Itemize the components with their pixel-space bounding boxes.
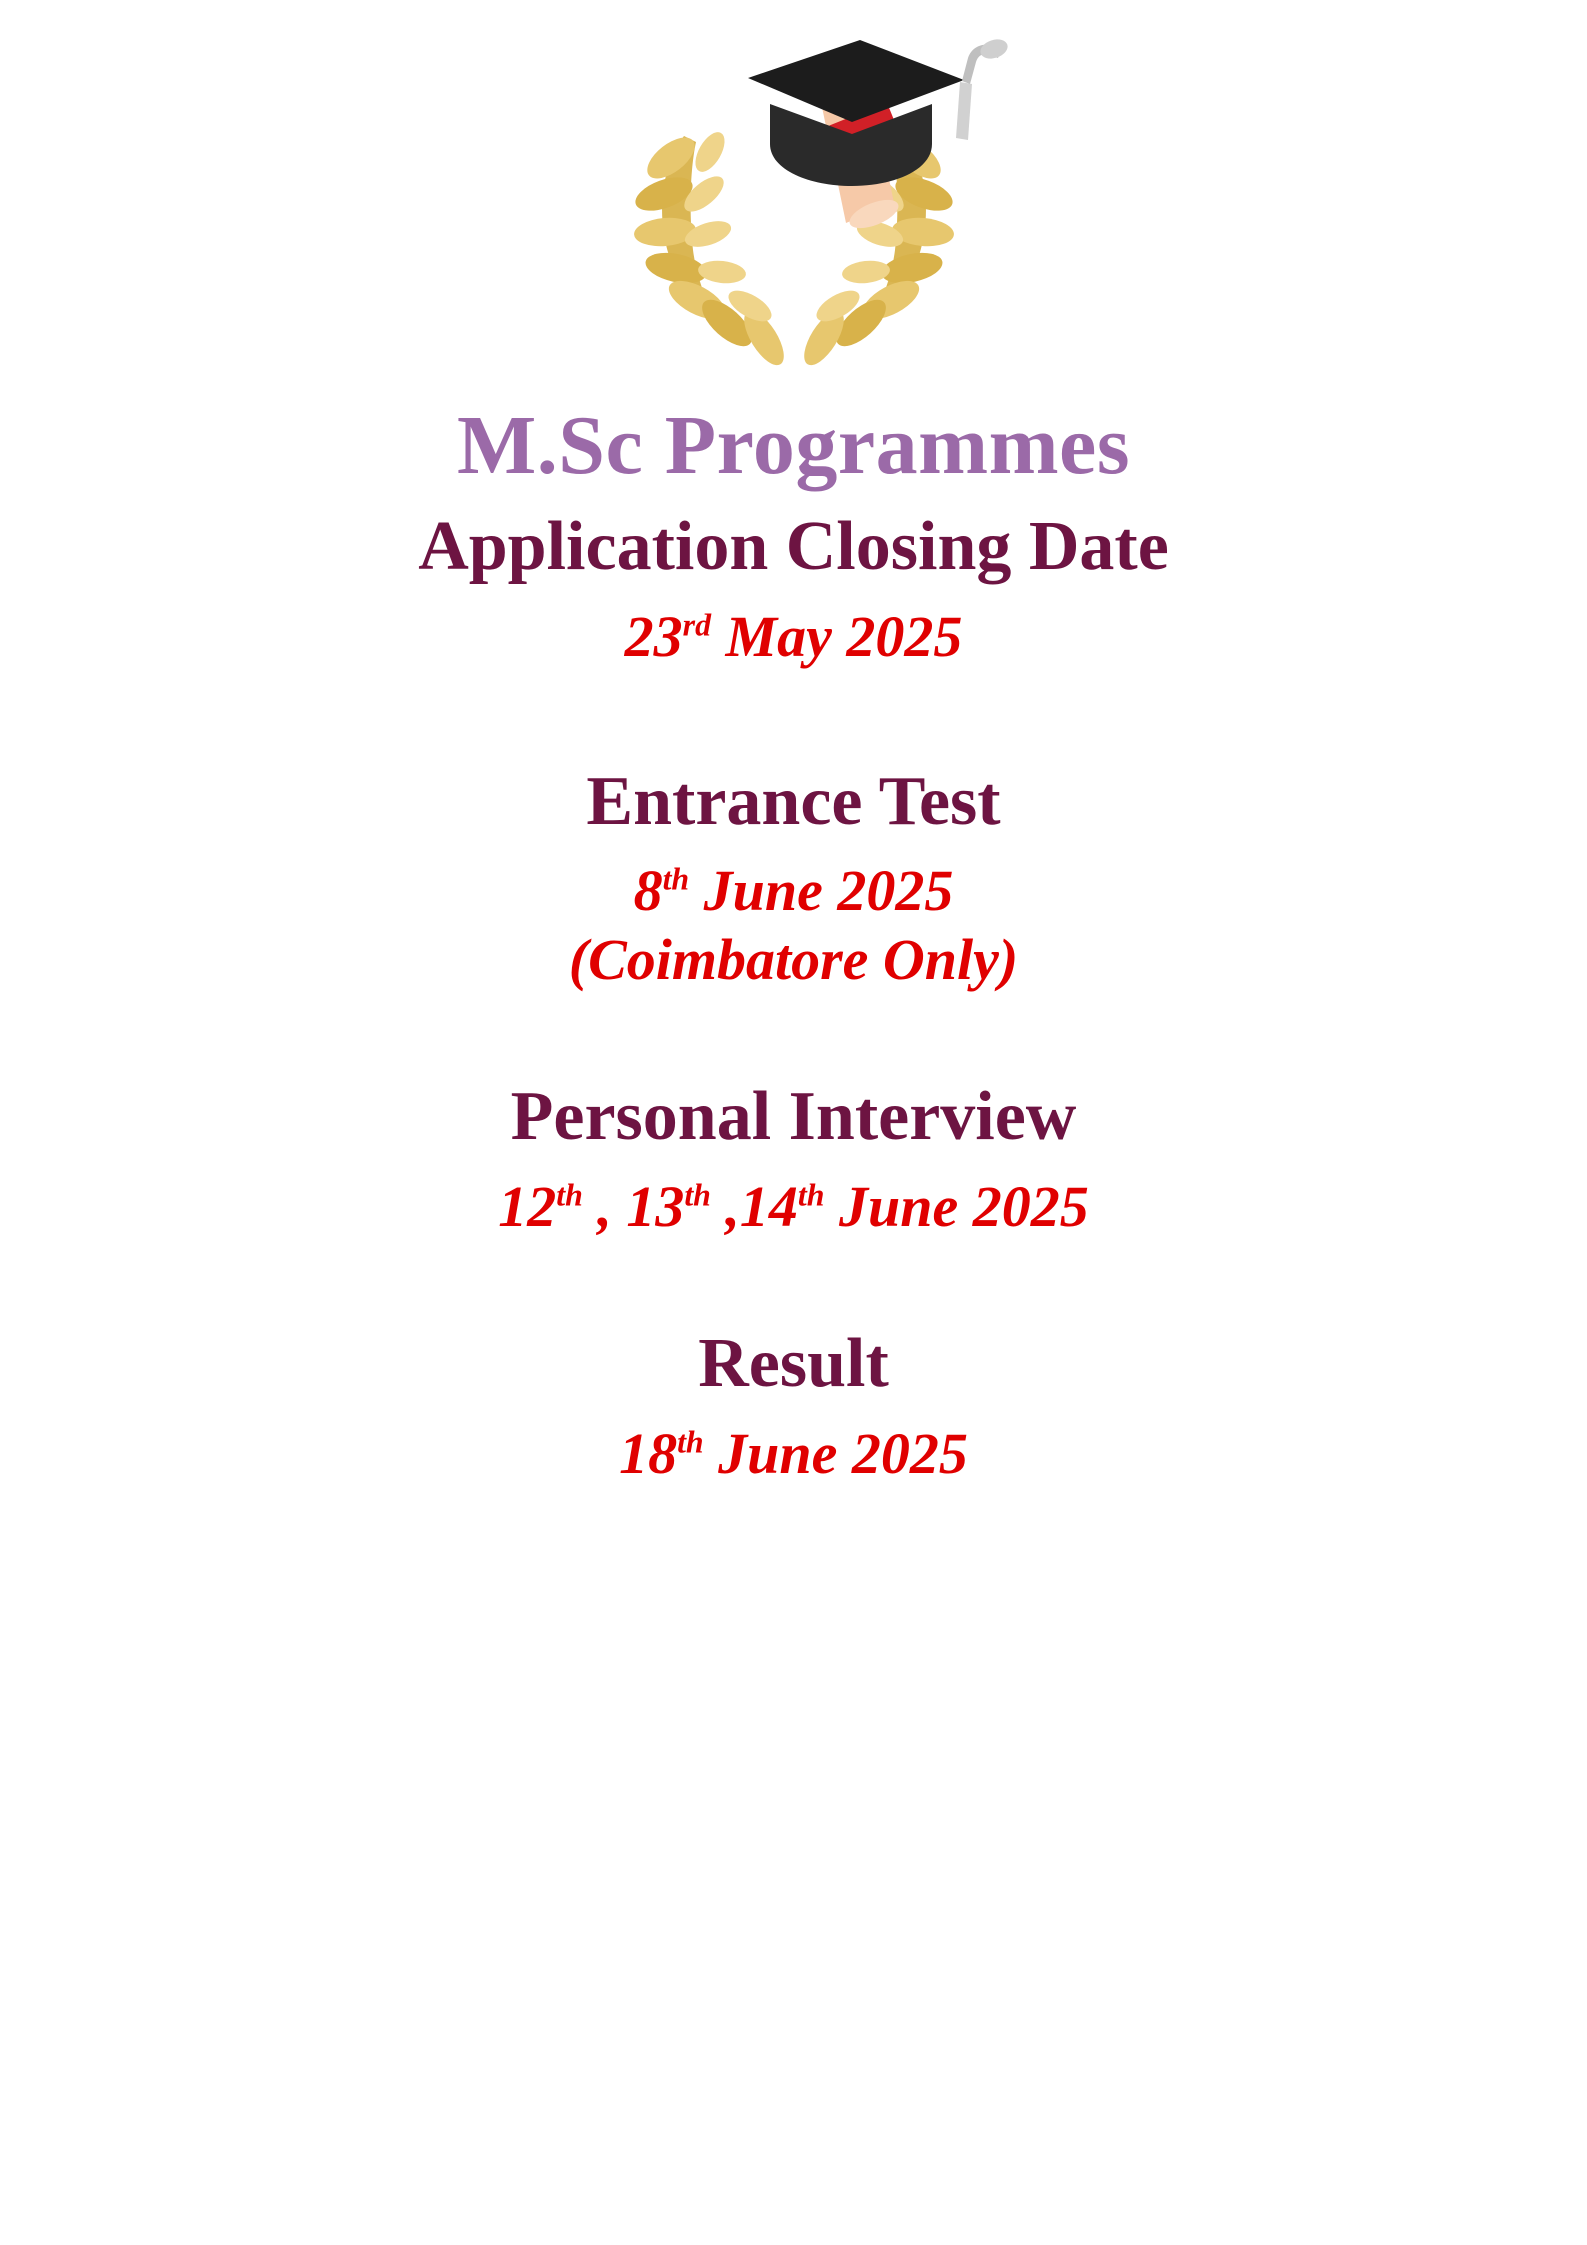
page-title: M.Sc Programmes [456,399,1131,492]
date-ordinal-suffix: th [556,1177,583,1213]
section-heading: Result [698,1325,889,1403]
date-rest: , [710,1173,740,1239]
section-date [0,1173,1587,1241]
date-rest: May 2025 [711,603,963,669]
date-ordinal-suffix: th [677,1424,704,1460]
date-ordinal-suffix: rd [682,607,712,643]
section-heading: Application Closing Date [418,508,1169,586]
date-number: 14 [739,1173,798,1239]
graduation-cap-diploma-laurel-icon [564,18,1024,388]
section-result [0,1307,1587,1488]
date-ordinal-suffix: th [797,1177,825,1213]
date-number: 13 [626,1173,685,1239]
date-ordinal-suffix: th [662,862,690,898]
date-rest: June 2025 [689,858,954,924]
section-heading: Entrance Test [586,763,1001,841]
section-application-closing-date [0,490,1587,671]
date-number: 8 [633,858,663,924]
date-rest: , [582,1173,627,1239]
section-date [0,857,1587,994]
date-ordinal-suffix: th [684,1177,711,1213]
date-number: 18 [619,1420,678,1486]
section-date [0,603,1587,671]
date-note: (Coimbatore Only) [568,926,1019,992]
section-entrance-test [0,745,1587,994]
date-number: 23 [624,603,683,669]
date-number: 12 [498,1173,557,1239]
date-rest: June 2025 [824,1173,1089,1239]
section-personal-interview [0,1060,1587,1241]
section-heading: Personal Interview [510,1078,1077,1156]
section-date [0,1420,1587,1488]
date-rest: June 2025 [703,1420,968,1486]
